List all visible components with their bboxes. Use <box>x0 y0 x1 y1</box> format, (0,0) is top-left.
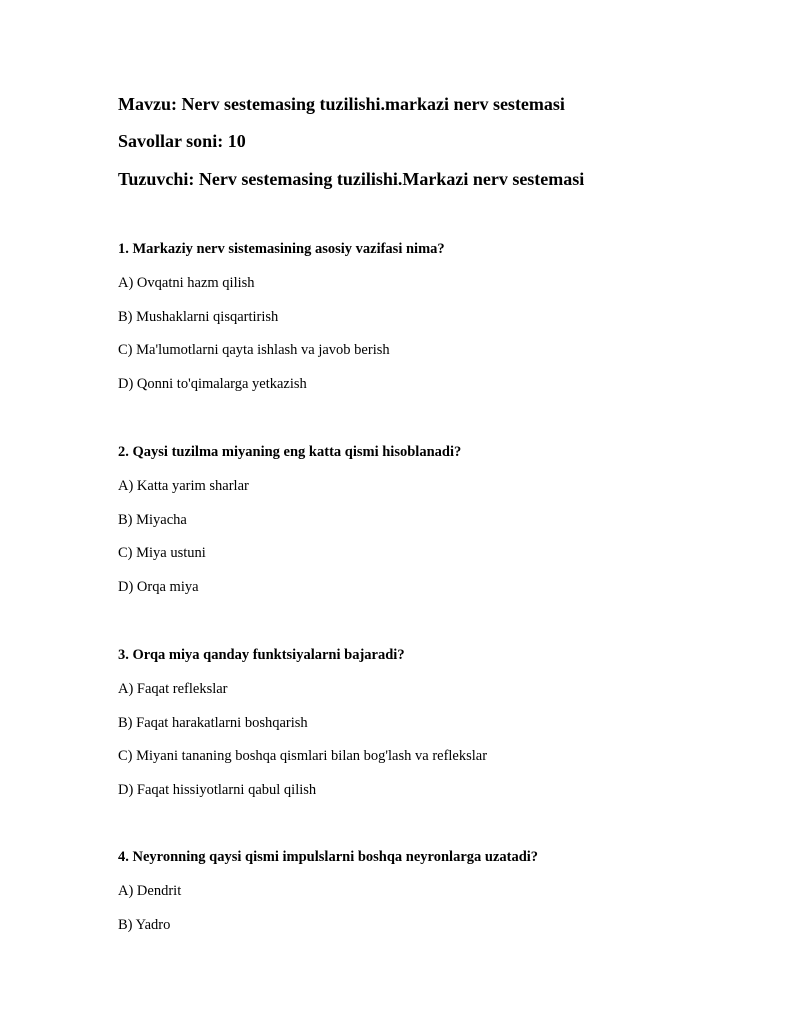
answer-option-c: C) Miya ustuni <box>118 545 206 561</box>
question-count-heading: Savollar soni: 10 <box>118 131 246 151</box>
answer-option-b: B) Miyacha <box>118 511 187 528</box>
author-heading: Tuzuvchi: Nerv sestemasing tuzilishi.Markazi nerv sestemasi <box>118 169 585 189</box>
answer-option-d: D) Faqat hissiyotlarni qabul qilish <box>118 781 317 798</box>
answer-option-a: A) Faqat reflekslar <box>118 681 228 697</box>
question-title: 4. Neyronning qaysi qismi impulslarni boshqa neyronlarga uzatadi? <box>118 849 539 865</box>
answer-option-b: B) Mushaklarni qisqartirish <box>118 308 279 325</box>
answer-option-a: A) Dendrit <box>118 883 182 899</box>
question-title: 2. Qaysi tuzilma miyaning eng katta qismi hisoblanadi? <box>118 444 462 460</box>
question-1 <box>118 240 758 393</box>
answer-option-c: C) Ma'lumotlarni qayta ishlash va javob berish <box>118 342 390 358</box>
question-title: 1. Markaziy nerv sistemasining asosiy vazifasi nima? <box>118 241 445 257</box>
answer-option-c: C) Miyani tananing boshqa qismlari bilan bog'lash va reflekslar <box>118 748 488 764</box>
answer-option-a: A) Katta yarim sharlar <box>118 478 249 494</box>
answer-option-b: B) Yadro <box>118 916 171 933</box>
answer-option-a: A) Ovqatni hazm qilish <box>118 275 255 291</box>
topic-heading: Mavzu: Nerv sestemasing tuzilishi.markazi nerv sestemasi <box>118 94 565 114</box>
question-2 <box>118 443 758 596</box>
question-title: 3. Orqa miya qanday funktsiyalarni bajaradi? <box>118 647 405 663</box>
question-4 <box>118 848 758 934</box>
answer-option-d: D) Orqa miya <box>118 578 199 595</box>
question-3 <box>118 646 758 799</box>
answer-option-d: D) Qonni to'qimalarga yetkazish <box>118 375 307 392</box>
answer-option-b: B) Faqat harakatlarni boshqarish <box>118 714 308 731</box>
